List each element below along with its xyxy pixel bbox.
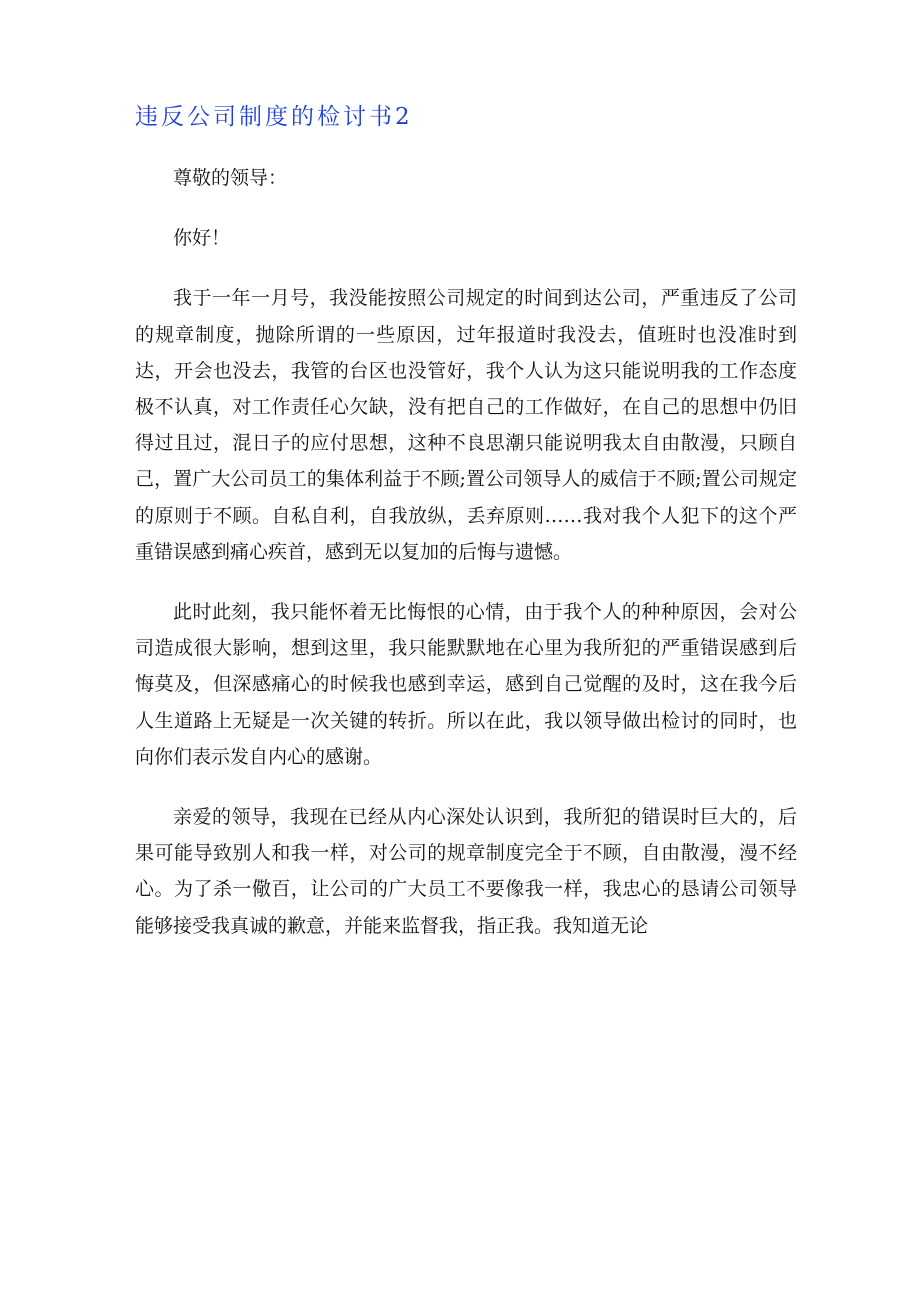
document-title: 违反公司制度的检讨书2 <box>135 104 413 130</box>
body-paragraph-2: 此时此刻，我只能怀着无比悔恨的心情，由于我个人的种种原因，会对公司造成很大影响，想到这里，我只能默默地在心里为我所犯的严重错误感到后悔莫及，但深感痛心的时候我也感到幸运，感到自己觉醒的及时，这在我今后人生道路上无疑是一次关键的转折。所以在此，我以领导做出检讨的同时，也向你们表示发自内心的感谢。 <box>135 601 797 768</box>
body-paragraph-3: 亲爱的领导，我现在已经从内心深处认识到，我所犯的错误时巨大的，后果可能导致别人和我一样，对公司的规章制度完全于不顾，自由散漫，漫不经心。为了杀一儆百，让公司的广大员工不要像我一样，我忠心的恳请公司领导能够接受我真诚的歉意，并能来监督我，指正我。我知道无论 <box>135 806 797 937</box>
greeting-line: 你好！ <box>173 227 231 250</box>
salutation-line: 尊敬的领导： <box>173 167 288 189</box>
body-paragraph-1: 我于一年一月号，我没能按照公司规定的时间到达公司，严重违反了公司的规章制度，抛除所谓的一些原因，过年报道时我没去，值班时也没准时到达，开会也没去，我管的台区也没管好，我个人认为这只能说明我的工作态度极不认真，对工作责任心欠缺，没有把自己的工作做好，在自己的思想中仍旧得过且过，混日子的应付思想，这种不良思潮只能说明我太自由散漫，只顾自己，置广大公司员工的集体利益于不顾;置公司领导人的威信于不顾;置公司规定的原则于不顾。自私自利，自我放纵，丢弃原则……我对我个人犯下的这个严重错误感到痛心疾首，感到无以复加的后悔与遗憾。 <box>135 287 797 563</box>
document-body <box>135 160 797 968</box>
